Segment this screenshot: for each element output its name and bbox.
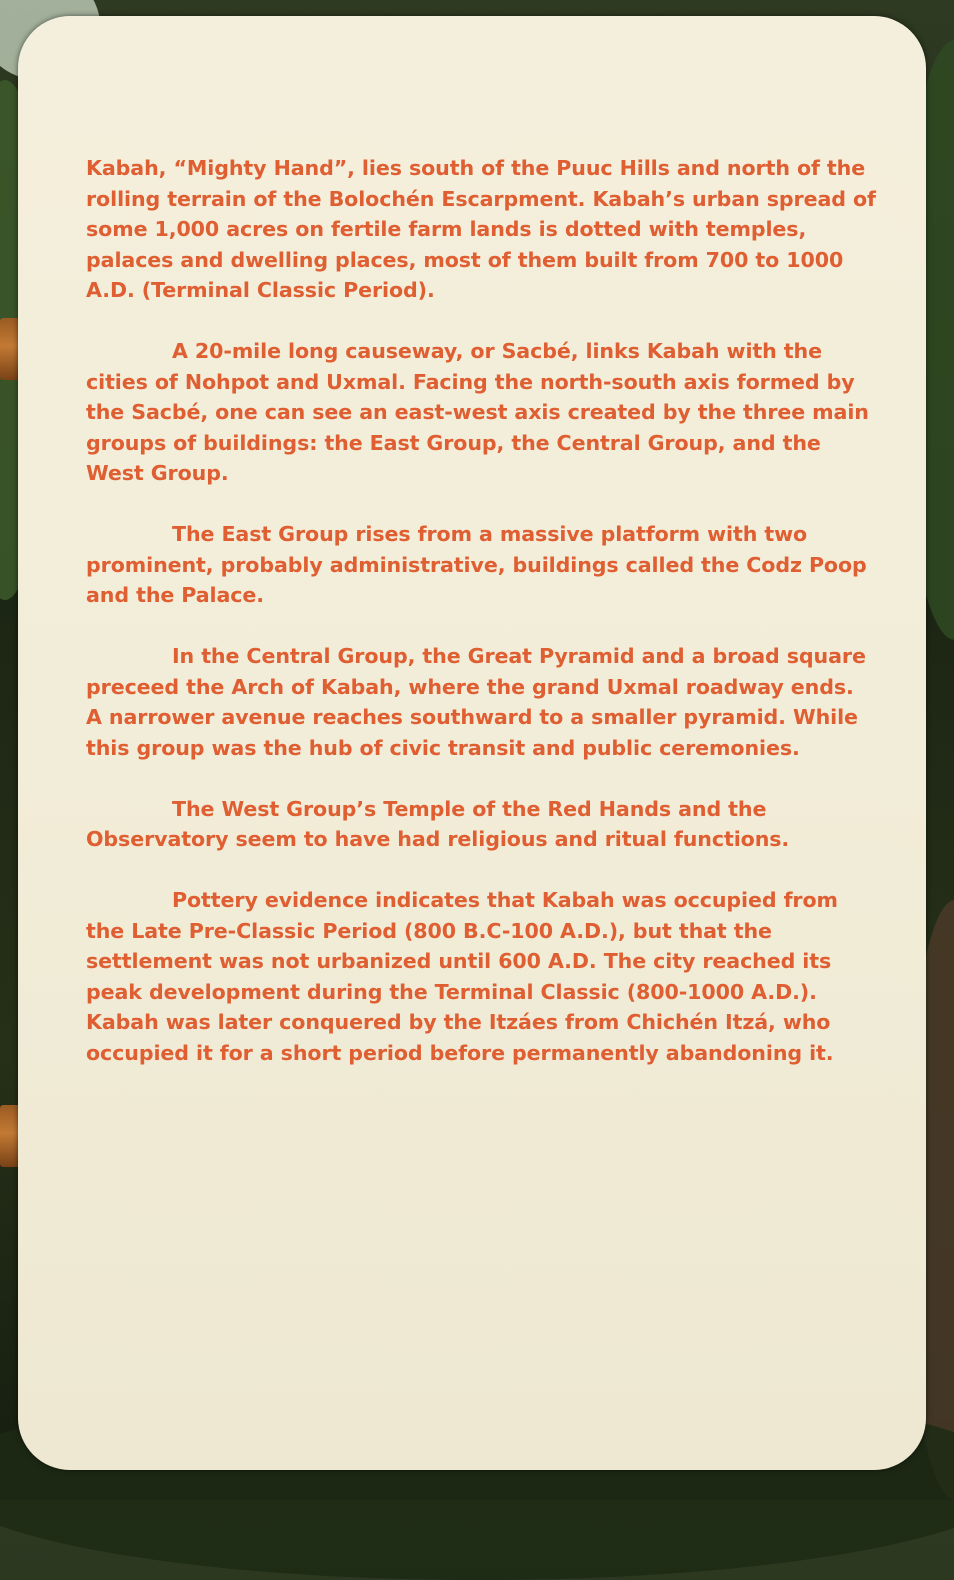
paragraph-central-group: In the Central Group, the Great Pyramid and a broad square preceed the Arch of Kabah, where the grand Uxmal roadway ends. A narrower avenue reaches southward to a smaller pyramid. While this group was the hub of civic transit and public ceremonies. bbox=[86, 644, 866, 760]
paragraph-pottery: Pottery evidence indicates that Kabah was occupied from the Late Pre-Classic Period (800 B.C-100 A.D.), but that the settlement was not urbanized until 600 A.D. The city reached its peak development during the Terminal Classic (800-1000 A.D.). Kabah was later conquered by the Itzáes from Chichén Itzá, who occupied it for a short period before permanently abandoning it. bbox=[86, 888, 838, 1065]
paragraph-intro: Kabah, “Mighty Hand”, lies south of the Puuc Hills and north of the rolling terrain of the Bolochén Escarpment. Kabah’s urban spread of some 1,000 acres on fertile farm lands is dotted with temples, palaces and dwelling places, most of them built from 700 to 1000 A.D. (Terminal Classic Period). bbox=[86, 156, 876, 302]
sign-text bbox=[86, 153, 876, 1099]
paragraph-east-group: The East Group rises from a massive platform with two prominent, probably administrative, buildings called the Codz Poop and the Palace. bbox=[86, 522, 867, 607]
paragraph-causeway: A 20-mile long causeway, or Sacbé, links Kabah with the cities of Nohpot and Uxmal. Facing the north-south axis formed by the Sacbé, one can see an east-west axis created by the three main groups of buildings: the East Group, the Central Group, and the West Group. bbox=[86, 339, 869, 485]
paragraph-west-group: The West Group’s Temple of the Red Hands and the Observatory seem to have had religious and ritual functions. bbox=[86, 796, 790, 851]
